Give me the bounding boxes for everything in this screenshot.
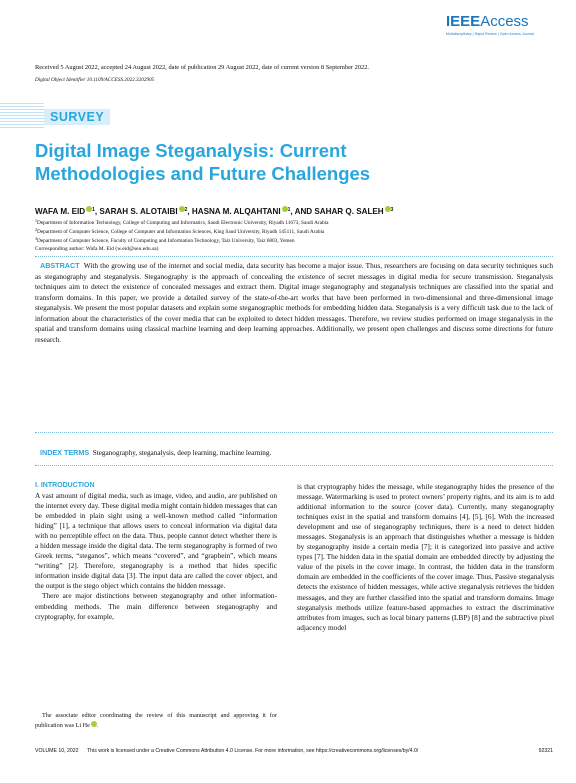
article-type-band [0,103,110,129]
article-type-label: SURVEY [44,109,110,125]
volume: VOLUME 10, 2022 [35,748,79,754]
abstract-body: With the growing use of the internet and social media, data security has become a major issue. Thus, researchers are focusing on data security techniques such as steganography and steganalysis. Steganography is the approach of concealing the existence of secret messages in digital media for secure transmission. Steganalysis techniques aim to detect the existence of concealed messages and extract them. Digital image steganography and steganalysis techniques are classified into the spatial and transform domains. In this paper, we provide a detailed survey of the state-of-the-art works that have been performed in two-dimensional and three-dimensional image steganalysis. We present the most popular datasets and explain some steganographic methods for embedding hidden data. Steganalysis is a very difficult task due to the lack of information about the characteristics of the cover media that can be exploited to detect hidden messages. Therefore, we review studies performed on image steganalysis in the spatial and transform domains using classical machine learning and deep learning approaches. Additionally, we present open challenges and discuss some directions for future research. [35,261,553,344]
divider [35,256,553,257]
author-name: HASNA M. ALQAHTANI [191,207,281,216]
body-column-left [35,491,277,675]
title-line-1: Digital Image Steganalysis: Current [35,140,347,161]
page-footer [35,748,553,760]
orcid-icon[interactable] [91,721,97,727]
affiliations [35,218,555,245]
page-title [35,139,535,185]
doi: Digital Object Identifier 10.1109/ACCESS.2022.3202905 [35,77,155,83]
paragraph: There are major distinctions between steganography and other information-embedding methods. The main difference between steganography and cryptography, for example, [35,591,277,621]
author-affil-mark: 1 [92,207,95,213]
affiliation: $^3$Department of Computer Science, Faculty of Computing and Information Technology, Taiz University, Taiz 6803, Yemen [35,235,295,244]
divider [35,465,553,466]
logo-tagline: Multidisciplinary | Rapid Review | Open Access Journal [446,32,534,36]
affiliation: $^2$Department of Computer Science, College of Computer and Information Sciences, King Saud University, Riyadh 145111, Saudi Arabia [35,226,325,235]
author-affil-mark: 3 [390,207,394,213]
author-name: AND SAHAR Q. SALEH [294,207,384,216]
divider [35,432,553,433]
section-heading: I. INTRODUCTION [35,482,95,489]
author-affil-mark: 2 [184,207,188,213]
logo-wordmark: IEEEAccess [446,13,529,30]
author-name: WAFA M. EID [35,207,86,216]
author-affil-mark: 1 [287,207,291,213]
decorative-stripes [0,103,44,129]
index-terms-body: Steganography, steganalysis, deep learning, machine learning. [92,449,272,457]
body-column-right [297,482,554,758]
abstract [35,261,553,345]
paragraph: is that cryptography hides the message, while steganography hides the presence of the message. Watermarking is used to protect owners’ property rights, and its aim is to add additional information to the source (cover data). Currently, many steganography techniques exist in the spatial and transform domains [4], [5], [6]. With the increased development and use of steganography techniques, there is a need to detect hidden messages. Steganalysis is an approach that distinguishes whether a message is hidden by steganography inside a certain media [7]; it is categorized into passive and active types [7]. The hidden data in the spatial domain are embedded directly by adjusting the value of the pixels in the cover image. In contrast, the hidden data in the transform domain are embedded in the coefficients of the cover image. Thus, Passive steganalysis detects the existence of hidden messages, while active steganalysis retrieves the hidden messages, and they are further classified into the spatial and transform domains. Image steganalysis methods utilize feature-based approaches to extract the discriminative attributes from images, such as local binary patterns (LBP) [8] and the subtractive pixel adjacency model [297,482,554,632]
editor-footnote: The associate editor coordinating the review of this manuscript and approving it for publication was Li He . [35,712,277,729]
license-note: This work is licensed under a Creative Commons Attribution 4.0 License. For more information, see https://creativecommons.org/licenses/by/4.0/ [87,748,419,754]
page-number: 92321 [538,748,553,754]
title-line-2: Methodologies and Future Challenges [35,163,371,184]
index-terms [40,448,550,458]
abstract-heading: ABSTRACT [40,261,80,270]
journal-logo [446,12,544,36]
author-name: SARAH S. ALOTAIBI [99,207,178,216]
index-terms-heading: INDEX TERMS [40,448,90,457]
corresponding-author: Corresponding author: Wafa M. Eid (w.eid@seu.edu.sa) [35,246,159,252]
abstract-section [35,256,553,436]
paragraph: A vast amount of digital media, such as image, video, and audio, are published on the internet every day. These digital media might contain hidden messages that can be embedded in plain sight using a well-known method called “information hiding” [1], a technique that allows users to conceal information via digital data with no perceptible effect on the data. Thus, people cannot detect whether there is a hidden message inside the digital data. The term steganography is formed of two Greek terms, “steganos”, which means “covered”, and “graphein”, which means “writing” [2]. Therefore, steganography is a method that hides specific information inside digital data [3]. The input data are called the cover object, and the output is the stego object which contains the hidden message. [35,491,277,591]
author-list: WAFA M. EID $^1$, SARAH S. ALOTAIBI $^2$, HASNA M. ALQAHTANI $^1$, AND SAHAR Q. SALEH $^3$ [35,207,394,216]
affiliation: $^1$Department of Information Technology, College of Computing and Informatics, Saudi Electronic University, Riyadh 11673, Saudi Arabia [35,218,329,226]
publication-dates: Received 5 August 2022, accepted 24 August 2022, date of publication 29 August 2022, date of current version 8 September 2022. [35,64,370,71]
